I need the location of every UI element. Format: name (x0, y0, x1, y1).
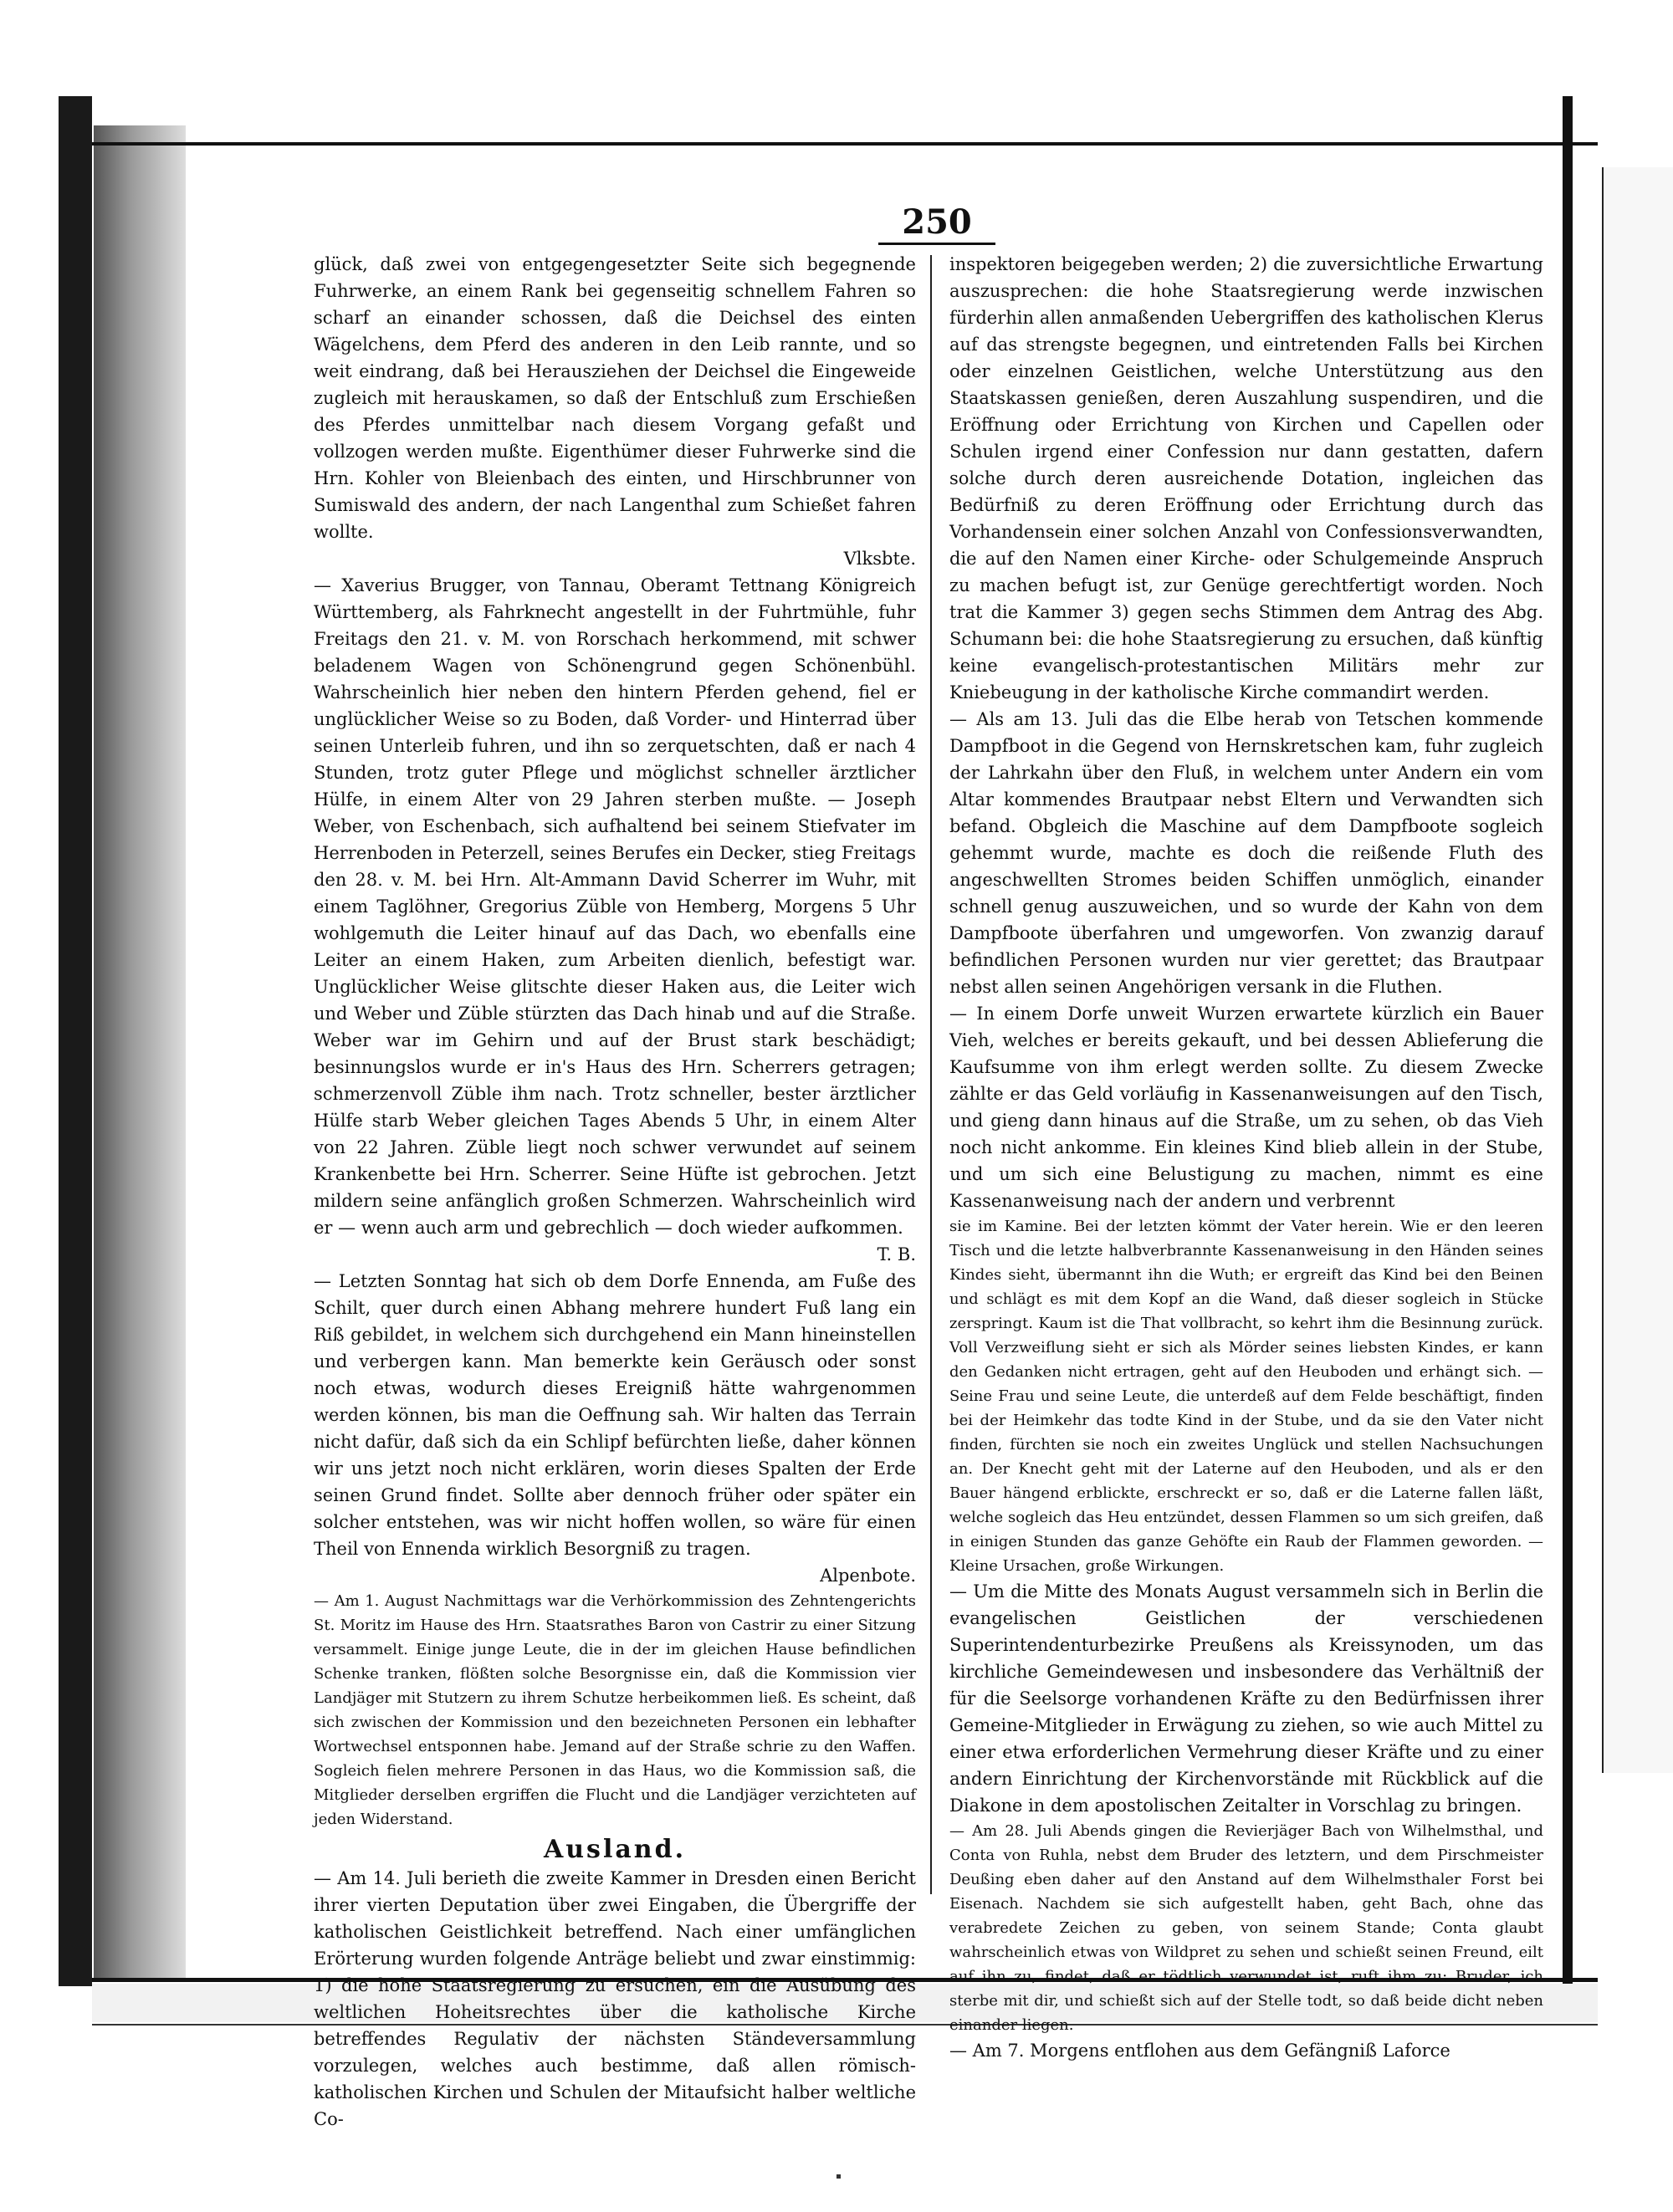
left-column (314, 251, 916, 2133)
article-brugger-weber: — Xaverius Brugger, von Tannau, Oberamt Tettnang Königreich Württemberg, als Fahrknecht angestellt in der Fuhrtmühle, fuhr Freitags den 21. v. M. von Rorschach herkommend, mit schwer beladenem Wagen von Schönengrund gegen Schönenbühl. Wahrscheinlich hier neben den hintern Pferden gehend, fiel er unglücklicher Weise so zu Boden, daß Vorder- und Hinterrad über seinen Unterleib fuhren, und ihn so zerquetschten, daß er nach 4 Stunden, trotz guter Pflege und möglichst schneller ärztlicher Hülfe, in einem Alter von 29 Jahren sterben mußte. — Joseph Weber, von Eschenbach, sich aufhaltend bei seinem Stiefvater im Herrenboden in Peterzell, seines Berufes ein Decker, stieg Freitags den 28. v. M. bei Hrn. Alt-Ammann David Scherrer im Wuhr, mit einem Taglöhner, Gregorius Züble von Hemberg, Morgens 5 Uhr wohlgemuth die Leiter hinauf auf das Dach, wo ebenfalls eine Leiter an einem Haken, zum Arbeiten dienlich, befestigt war. Unglücklicher Weise glitschte dieser Haken aus, die Leiter wich und Weber und Züble stürzten das Dach hinab und auf die Straße. Weber war im Gehirn und auf der Brust stark beschädigt; besinnungslos wurde er in's Haus des Hrn. Scherrers getragen; schmerzenvoll Züble ihm nach. Trotz schneller, bester ärztlicher Hülfe starb Weber gleichen Tages Abends 5 Uhr, in einem Alter von 22 Jahren. Züble liegt noch schwer verwundet auf seinem Krankenbette bei Hrn. Scherrer. Seine Hüfte ist gebrochen. Jetzt mildern seine anfänglich großen Schmerzen. Wahrscheinlich wird er — wenn auch arm und gebrechlich — doch wieder aufkommen. (314, 575, 916, 1238)
book-binding-shadow (59, 96, 92, 1986)
article-dresden-chamber: — Am 14. Juli berieth die zweite Kammer in Dresden einen Bericht ihrer vierten Deputation über zwei Eingaben, die Übergriffe der katholischen Geistlichkeit betreffend. Nach einer umfänglichen Erörterung wurden folgende Anträge beliebt und zwar einstimmig: 1) die hohe Staatsregierung zu ersuchen, ein die Ausübung des weltlichen Hoheitsrechtes über die katholische Kirche betreffendes Regulativ der nächsten Ständeversammlung vorzulegen, welches auch bestimme, daß allen römisch-katholischen Kirchen und Schulen der Mitaufsicht halber weltliche Co- (314, 1868, 916, 2129)
article-ennenda-crack: — Letzten Sonntag hat sich ob dem Dorfe Ennenda, am Fuße des Schilt, quer durch einen Abhang mehrere hundert Fuß lang ein Riß gebildet, in welchem sich durchgehend ein Mann hineinstellen und verbergen kann. Man bemerkte kein Geräusch oder sonst noch etwas, wodurch dieses Ereigniß hätte wahrgenommen werden können, bis man die Oeffnung sah. Wir halten das Terrain nicht dafür, daß sich da ein Schlipf befürchten ließe, daher können wir uns jetzt noch nicht erklären, worin dieses Spalten der Erde seinen Grund findet. Sollte aber dennoch früher oder später ein solcher entstehen, was wir nicht hoffen wollen, so wäre für einen Theil von Ennenda wirklich Besorgniß zu tragen. (314, 1271, 916, 1559)
signature-alpenbote: Alpenbote. (820, 1566, 916, 1586)
right-margin-bar (1563, 96, 1573, 2020)
article-berlin-synods: — Um die Mitte des Monats August versammeln sich in Berlin die evangelischen Geistlichen der verschiedenen Superintendenturbezirke Preußens als Kreissynoden, um das kirchliche Gemeindewesen und insbesondere das Verhältniß der für die Seelsorge vorhandenen Kräfte zu den Bedürfnissen ihrer Gemeine-Mitglieder in Erwägung zu ziehen, so wie auch Mittel zu einer etwa erforderlichen Vermehrung dieser Kräfte und zu einer andern Einrichtung der Kirchenvorstände mit Rückblick auf die Diakone in dem apostolischen Zeitalter in Vorschlag zu bringen. (949, 1581, 1543, 1816)
page-number-underline (878, 243, 995, 245)
top-border-rule (92, 142, 1598, 146)
article-accident-carts: glück, daß zwei von entgegengesetzter Seite sich begegnende Fuhrwerke, an einem Rank bei gegenseitig schnellem Fahren so scharf an einander schossen, daß die Deichsel des einten Wägelchens, dem Pferd des anderen in den Leib rannte, und so weit eindrang, daß bei Herausziehen der Deichsel die Eingeweide zugleich mit herauskamen, so daß der Entschluß zum Erschießen des Pferdes unmittelbar nach diesem Vorgang gefaßt und vollzogen werden mußte. Eigenthümer dieser Fuhrwerke sind die Hrn. Kohler von Bleienbach des einten, und Hirschbrunner von Sumiswald des andern, der nach Langenthal zum Schießet fahren wollte. (314, 254, 916, 542)
article-wurzen-start: — In einem Dorfe unweit Wurzen erwartete kürzlich ein Bauer Vieh, welches er bereits gekauft, und bei dessen Ablieferung die Kaufsumme von ihm erlegt werden sollte. Zu diesem Zwecke zählte er das Geld vorläufig in Kassenanweisungen auf den Tisch, und gieng dann hinaus auf die Straße, um zu sehen, ob das Vieh noch nicht ankomme. Ein kleines Kind blieb allein in der Stube, und um sich eine Belustigung zu machen, nimmt es eine Kassenanweisung nach der andern und verbrennt (949, 1004, 1543, 1211)
article-dresden-continued: inspektoren beigegeben werden; 2) die zuversichtliche Erwartung auszusprechen: die hohe Staatsregierung werde inzwischen fürderhin allen anmaßenden Uebergriffen des katholischen Klerus auf das strengste begegnen, und eintretenden Falls bei Kirchen oder einzelnen Geistlichen, welche Unterstützung aus den Staatskassen genießen, deren Auszahlung suspendiren, und die Eröffnung oder Errichtung von Kirchen und Capellen oder Schulen irgend einer Confession nur dann gestatten, dafern solche durch deren ausreichende Dotation, ingleichen das Bedürfniß zu deren Eröffnung oder Errichtung durch das Vorhandensein einer solchen Anzahl von Confessionsverwandten, die auf den Namen einer Kirche- oder Schulgemeinde Anspruch zu machen befugt ist, zur Genüge gerechtfertigt worden. Noch trat die Kammer 3) gegen sechs Stimmen dem Antrag des Abg. Schumann bei: die hohe Staatsregierung zu ersuchen, daß künftig keine evangelisch-protestantischen Militärs mehr zur Kniebeugung in der katholische Kirche commandirt werden. (949, 254, 1543, 702)
scan-dot (836, 2174, 841, 2179)
column-divider (930, 255, 932, 1894)
article-st-moritz: — Am 1. August Nachmittags war die Verhörkommission des Zehntengerichts St. Moritz im Hause des Hrn. Staatsrathes Baron von Castrir zu einer Sitzung versammelt. Einige junge Leute, die in der im gleichen Hause befindlichen Schenke tranken, flößten solche Besorgnisse ein, daß die Kommission vier Landjäger mit Stutzern zu ihrem Schutze herbeikommen ließ. Es scheint, daß sich zwischen der Kommission und den bezeichneten Personen ein lebhafter Wortwechsel entsponnen habe. Jemand auf der Straße schrie zu den Waffen. Sogleich fielen mehrere Personen in das Haus, wo die Kommission saß, die Mitglieder derselben ergriffen die Flucht und die Landjäger verzichteten auf jeden Widerstand. (314, 1592, 916, 1828)
right-column (949, 251, 1543, 2064)
article-wilhelmsthal-hunters: — Am 28. Juli Abends gingen die Revierjäger Bach von Wilhelmsthal, und Conta von Ruhla, nebst dem Bruder des letztern, und dem Pirschmeister Deußing eben daher auf den Anstand auf dem Wilhelmsthaler Forst bei Eisenach. Nachdem sie sich aufgestellt haben, geht Bach, ohne das verabredete Zeichen zu geben, von seinem Stande; Conta glaubt wahrscheinlich etwas von Wildpret zu sehen und schießt seinen Freund, eilt auf ihn zu, findet, daß er tödtlich verwundet ist, ruft ihm zu: Bruder, ich sterbe mit dir, und schießt sich auf der Stelle todt, so daß beide dicht neben einander liegen. (949, 1822, 1543, 2034)
signature-vlksbte: Vlksbte. (843, 549, 916, 569)
article-laforce-start: — Am 7. Morgens entflohen aus dem Gefängniß Laforce (949, 2041, 1450, 2061)
book-page-edge (94, 125, 186, 1982)
section-heading-ausland: Ausland. (543, 1835, 687, 1864)
article-elbe-steamboat: — Als am 13. Juli das die Elbe herab von Tetschen kommende Dampfboot in die Gegend von Hernskretschen kam, fuhr zugleich der Lahrkahn über den Fluß, in welchem unter Andern ein vom Altar kommendes Brautpaar nebst Eltern und Verwandten sich befand. Obgleich die Maschine auf dem Dampfboote sogleich gehemmt wurde, machte es doch die reißende Fluth des angeschwellten Stromes beiden Schiffen unmöglich, einander schnell genug auszuweichen, und so wurde der Kahn von dem Dampfboote überfahren und umgeworfen. Von zwanzig darauf befindlichen Personen wurden nur vier gerettet; das Brautpaar nebst allen seinen Angehörigen versank in die Fluthen. (949, 709, 1543, 997)
page-number: 250 (902, 202, 972, 242)
adjacent-page-edge (1602, 167, 1673, 1773)
article-wurzen-continued: sie im Kamine. Bei der letzten kömmt der Vater herein. Wie er den leeren Tisch und die letzte halbverbrannte Kassenanweisung in den Händen seines Kindes sieht, übermannt ihn die Wuth; er ergreift das Kind bei den Beinen und schlägt es mit dem Kopf an die Wand, daß dieser sogleich in Stücke zerspringt. Kaum ist die That vollbracht, so kehrt ihm die Besinnung zurück. Voll Verzweiflung sieht er sich als Mörder seines liebsten Kindes, er kann den Gedanken nicht ertragen, geht auf den Heuboden und erhängt sich. — Seine Frau und seine Leute, die unterdeß auf dem Felde beschäftigt, finden bei der Heimkehr das todte Kind in der Stube, und da sie den Vater nicht finden, fürchten sie noch ein zweites Unglück und stellen Nachsuchungen an. Der Knecht geht mit der Laterne auf den Heuboden, und als er den Bauer hängend erblickte, erschreckt er so, daß er die Laterne fallen läßt, welche sogleich das Heu entzündet, dessen Flammen so um sich greifen, daß in einigen Stunden das ganze Gehöfte ein Raub der Flammen geworden. — Kleine Ursachen, große Wirkungen. (949, 1218, 1543, 1575)
signature-tb: T. B. (877, 1244, 916, 1264)
